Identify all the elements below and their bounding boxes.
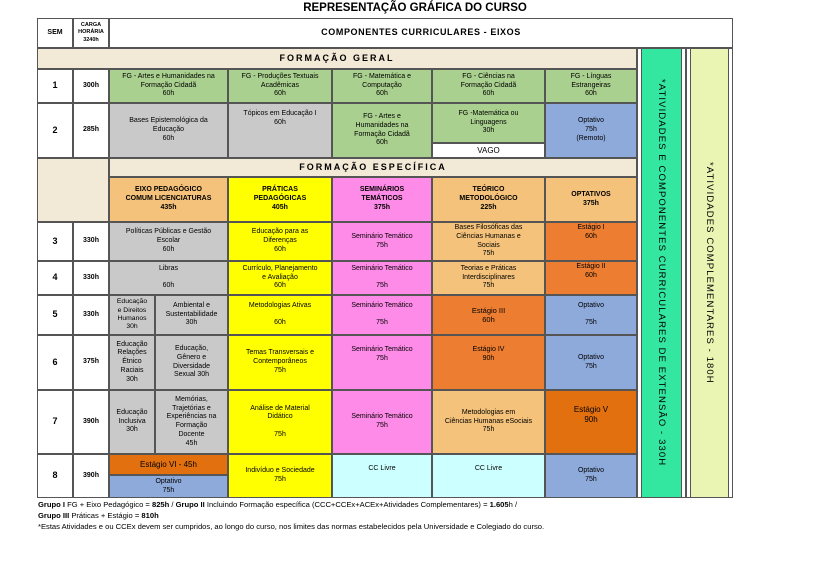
- carga-header: CARGA HORÁRIA 3240h: [73, 18, 109, 48]
- eixo-pedagogico-header: EIXO PEDAGÓGICO COMUM LICENCIATURAS 435h: [109, 177, 228, 222]
- course-metodologias-ciencias: Metodologias em Ciências Humanas eSociais 75h: [432, 390, 545, 454]
- course-etnico-raciais: Educação Relações Étnico Raciais 30h: [109, 335, 155, 390]
- optativos-header: OPTATIVOS 375h: [545, 177, 637, 222]
- extensao-label: *ATIVIDADES E COMPONENTES CURRICULARES DE EXTENSÃO - 330H: [656, 79, 667, 467]
- sem-6: 6: [37, 335, 73, 390]
- footer-line-2: Grupo III Práticas + Estágio = 810h: [38, 511, 159, 520]
- ch-3: 330h: [73, 222, 109, 261]
- footer-line-1: Grupo I FG + Eixo Pedagógico = 825h / Grupo II Incluindo Formação específica (CCC+CCEx+ACEx+Atividades Complementares) = 1.605h /: [38, 500, 518, 509]
- complementares-column: [686, 48, 733, 498]
- course-educacao-diferencas: Educação para as Diferenças 60h: [228, 222, 332, 261]
- course-bases-epistemologica: Bases Epistemológica da Educação 60h: [109, 103, 228, 158]
- sem-header: SEM: [37, 18, 73, 48]
- blank-eixo-corner: [37, 158, 109, 222]
- complementares-band: [690, 49, 729, 497]
- formacao-especifica-header: FORMAÇÃO ESPECÍFICA: [109, 158, 637, 177]
- course-teorias-praticas: Teorias e Práticas Interdisciplinares 75h: [432, 261, 545, 295]
- course-analise-material: Análise de Material Didático 75h: [228, 390, 332, 454]
- course-genero-diversidade: Educação, Gênero e Diversidade Sexual 30h: [155, 335, 228, 390]
- course-seminario-4: Seminário Temático 75h: [332, 261, 432, 295]
- course-individuo-sociedade: Indivíduo e Sociedade 75h: [228, 454, 332, 498]
- complementares-label: *ATIVIDADES COMPLEMENTARES - 180H: [704, 162, 715, 384]
- course-estagio-4: Estágio IV 90h: [432, 335, 545, 390]
- course-fg-matematica: FG - Matemática e Computação 60h: [332, 69, 432, 103]
- teorico-metodologico-header: TEÓRICO METODOLÓGICO 225h: [432, 177, 545, 222]
- course-topicos-educacao: Tópicos em Educação I 60h: [228, 103, 332, 158]
- ch-4: 330h: [73, 261, 109, 295]
- course-fg-ciencias: FG - Ciências na Formação Cidadã 60h: [432, 69, 545, 103]
- course-ambiental: Ambiental e Sustentabilidade 30h: [155, 295, 228, 335]
- seminarios-tematicos-header: SEMINÁRIOS TEMÁTICOS 375h: [332, 177, 432, 222]
- ch-1: 300h: [73, 69, 109, 103]
- ch-8: 390h: [73, 454, 109, 498]
- sem-1: 1: [37, 69, 73, 103]
- course-cc-livre-2: CC Livre: [432, 454, 545, 498]
- course-curriculo: Currículo, Planejamento e Avaliação 60h: [228, 261, 332, 295]
- course-seminario-7: Seminário Temático 75h: [332, 390, 432, 454]
- course-seminario-5: Seminário Temático 75h: [332, 295, 432, 335]
- course-seminario-6: Seminário Temático 75h: [332, 335, 432, 390]
- sem-7: 7: [37, 390, 73, 454]
- course-estagio-5: Estágio V 90h: [545, 390, 637, 454]
- course-optativo-remoto: Optativo 75h (Remoto): [545, 103, 637, 158]
- formacao-geral-header: FORMAÇÃO GERAL: [37, 48, 637, 69]
- sem-8: 8: [37, 454, 73, 498]
- course-seminario-3: Seminário Temático 75h: [332, 222, 432, 261]
- extensao-column: [637, 48, 686, 498]
- course-estagio-1: Estágio I 60h: [545, 222, 637, 261]
- sem-5: 5: [37, 295, 73, 335]
- sem-3: 3: [37, 222, 73, 261]
- course-educacao-inclusiva: Educação Inclusiva 30h: [109, 390, 155, 454]
- course-metodologias-ativas: Metodologias Ativas 60h: [228, 295, 332, 335]
- vago-slot: VAGO: [432, 143, 545, 158]
- componentes-header: COMPONENTES CURRICULARES - EIXOS: [109, 18, 733, 48]
- course-fg-matematica-linguagens: FG -Matemática ou Linguagens 30h: [432, 103, 545, 143]
- course-optativo-6: Optativo 75h: [545, 335, 637, 390]
- ch-2: 285h: [73, 103, 109, 158]
- course-fg-artes: FG - Artes e Humanidades na Formação Cidadã 60h: [109, 69, 228, 103]
- course-optativo-8b: Optativo 75h: [545, 454, 637, 498]
- course-temas-transversais: Temas Transversais e Contemporâneos 75h: [228, 335, 332, 390]
- course-fg-linguas: FG - Línguas Estrangeiras 60h: [545, 69, 637, 103]
- course-estagio-6: Estágio VI - 45h: [109, 454, 228, 475]
- course-bases-filosoficas: Bases Filosóficas das Ciências Humanas e Sociais 75h: [432, 222, 545, 261]
- praticas-pedagogicas-header: PRÁTICAS PEDAGÓGICAS 405h: [228, 177, 332, 222]
- sem-2: 2: [37, 103, 73, 158]
- ch-6: 375h: [73, 335, 109, 390]
- course-optativo-5: Optativo 75h: [545, 295, 637, 335]
- course-memorias-trajetorias: Memórias, Trajetórias e Experiências na Formação Docente 45h: [155, 390, 228, 454]
- ch-5: 330h: [73, 295, 109, 335]
- course-fg-producoes: FG - Produções Textuais Acadêmicas 60h: [228, 69, 332, 103]
- footer-line-3: *Estas Atividades e ou CCEx devem ser cumpridos, ao longo do curso, nos limites das normas estabelecidos pela Universidade e Colegiado do curso.: [38, 522, 545, 531]
- sem-4: 4: [37, 261, 73, 295]
- extensao-band: [641, 49, 682, 497]
- course-cc-livre-1: CC Livre: [332, 454, 432, 498]
- page-title: REPRESENTAÇÃO GRÁFICA DO CURSO: [303, 2, 527, 14]
- ch-7: 390h: [73, 390, 109, 454]
- course-estagio-2: Estágio II 60h: [545, 261, 637, 295]
- course-politicas-publicas: Políticas Públicas e Gestão Escolar 60h: [109, 222, 228, 261]
- course-libras: Libras 60h: [109, 261, 228, 295]
- course-estagio-3: Estágio III 60h: [432, 295, 545, 335]
- course-direitos-humanos: Educação e Direitos Humanos 30h: [109, 295, 155, 335]
- course-optativo-8a: Optativo 75h: [109, 475, 228, 498]
- course-fg-artes-2: FG - Artes e Humanidades na Formação Cidadã 60h: [332, 103, 432, 158]
